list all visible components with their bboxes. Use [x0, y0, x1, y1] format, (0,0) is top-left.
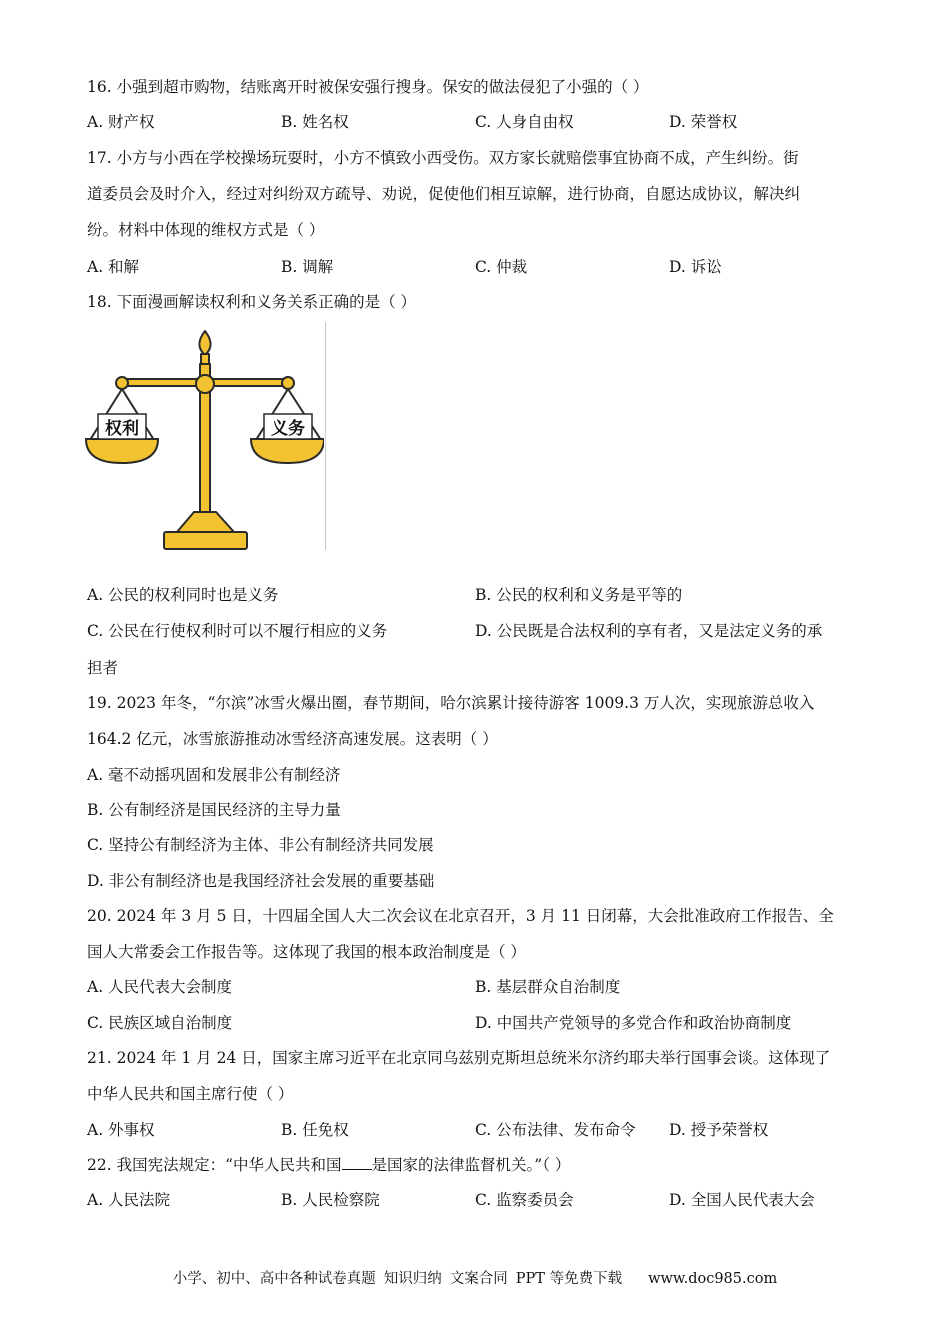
q22-option-d: D. 全国人民代表大会 [669, 1191, 815, 1209]
left-pan [86, 439, 158, 463]
q17-option-c: C. 仲裁 [475, 258, 528, 276]
q19-stem-line2: 164.2 亿元，冰雪旅游推动冰雪经济高速发展。这表明（ ） [87, 730, 498, 748]
q17-option-d: D. 诉讼 [669, 258, 722, 276]
q19-option-a: A. 毫不动摇巩固和发展非公有制经济 [87, 766, 341, 784]
q16-option-c: C. 人身自由权 [475, 113, 574, 131]
image-divider [325, 322, 326, 550]
q22-option-b: B. 人民检察院 [281, 1191, 380, 1209]
left-pan-label: 权利 [105, 419, 139, 439]
footer-url: www.doc985.com [648, 1271, 778, 1287]
scale-base-upper [177, 512, 234, 532]
q19-option-c: C. 坚持公有制经济为主体、非公有制经济共同发展 [87, 836, 434, 854]
footer-text-3: 文案合同 [449, 1271, 508, 1287]
q17-option-a: A. 和解 [87, 258, 140, 276]
q19-option-d: D. 非公有制经济也是我国经济社会发展的重要基础 [87, 872, 435, 890]
scale-left-knob [116, 377, 128, 389]
q20-stem-line1: 20. 2024 年 3 月 5 日，十四届全国人大二次会议在北京召开，3 月 11 日闭幕，大会批准政府工作报告、全 [87, 907, 834, 925]
q17-stem-line1: 17. 小方与小西在学校操场玩耍时，小方不慎致小西受伤。双方家长就赔偿事宜协商不成，产生纠纷。街 [87, 149, 799, 167]
q17-stem-line2: 道委员会及时介入，经过对纠纷双方疏导、劝说，促使他们相互谅解，进行协商，自愿达成协议，解决纠 [87, 185, 801, 203]
q21-stem-line2: 中华人民共和国主席行使（ ） [87, 1085, 294, 1103]
right-pan-label: 义务 [271, 419, 305, 439]
q21-option-d: D. 授予荣誉权 [669, 1121, 769, 1139]
balance-scale-cartoon [84, 326, 324, 554]
q22-blank [342, 1155, 372, 1170]
scale-neck [201, 354, 209, 364]
q19-stem-line1: 19. 2023 年冬，“尔滨”冰雪火爆出圈，春节期间，哈尔滨累计接待游客 1009.3 万人次，实现旅游总收入 [87, 694, 815, 712]
q16-option-b: B. 姓名权 [281, 113, 349, 131]
right-pan [251, 439, 324, 463]
scale-pivot [196, 375, 214, 393]
q20-option-c: C. 民族区域自治制度 [87, 1014, 233, 1032]
scale-finial [199, 331, 210, 355]
q18-option-a: A. 公民的权利同时也是义务 [87, 586, 279, 604]
q17-stem-line3: 纷。材料中体现的维权方式是（ ） [87, 221, 325, 239]
q21-option-b: B. 任免权 [281, 1121, 349, 1139]
q17-option-b: B. 调解 [281, 258, 334, 276]
q22-stem-after-blank: 是国家的法律监督机关。”（ ） [371, 1156, 571, 1174]
scale-base-plate [164, 532, 247, 549]
q18-stem: 18. 下面漫画解读权利和义务关系正确的是（ ） [87, 293, 417, 311]
q20-option-d: D. 中国共产党领导的多党合作和政治协商制度 [475, 1014, 792, 1032]
q22-stem [87, 1155, 570, 1175]
q21-stem-line1: 21. 2024 年 1 月 24 日，国家主席习近平在北京同乌兹别克斯坦总统米尔济约耶夫举行国事会谈。这体现了 [87, 1049, 831, 1067]
q16-option-d: D. 荣誉权 [669, 113, 738, 131]
footer-text-4: PPT 等免费下载 [515, 1271, 623, 1287]
q19-option-b: B. 公有制经济是国民经济的主导力量 [87, 801, 341, 819]
q16-option-a: A. 财产权 [87, 113, 155, 131]
q20-option-b: B. 基层群众自治制度 [475, 978, 621, 996]
q18-option-d-line1: D. 公民既是合法权利的享有者，又是法定义务的承 [475, 622, 823, 640]
q18-option-d-line2: 担者 [87, 659, 119, 677]
q18-option-b: B. 公民的权利和义务是平等的 [475, 586, 683, 604]
q22-option-a: A. 人民法院 [87, 1191, 171, 1209]
footer-text-1: 小学、初中、高中各种试卷真题 [172, 1271, 376, 1287]
q20-option-a: A. 人民代表大会制度 [87, 978, 233, 996]
scale-right-knob [282, 377, 294, 389]
footer-text-2: 知识归纳 [383, 1271, 442, 1287]
q20-stem-line2: 国人大常委会工作报告等。这体现了我国的根本政治制度是（ ） [87, 943, 526, 961]
q16-stem: 16. 小强到超市购物，结账离开时被保安强行搜身。保安的做法侵犯了小强的（ ） [87, 78, 649, 96]
q22-stem-before-blank: 22. 我国宪法规定：“中华人民共和国 [87, 1156, 342, 1174]
q21-option-c: C. 公布法律、发布命令 [475, 1121, 636, 1139]
q21-option-a: A. 外事权 [87, 1121, 155, 1139]
page-footer [0, 1269, 950, 1289]
q22-option-c: C. 监察委员会 [475, 1191, 574, 1209]
q18-option-c: C. 公民在行使权利时可以不履行相应的义务 [87, 622, 388, 640]
